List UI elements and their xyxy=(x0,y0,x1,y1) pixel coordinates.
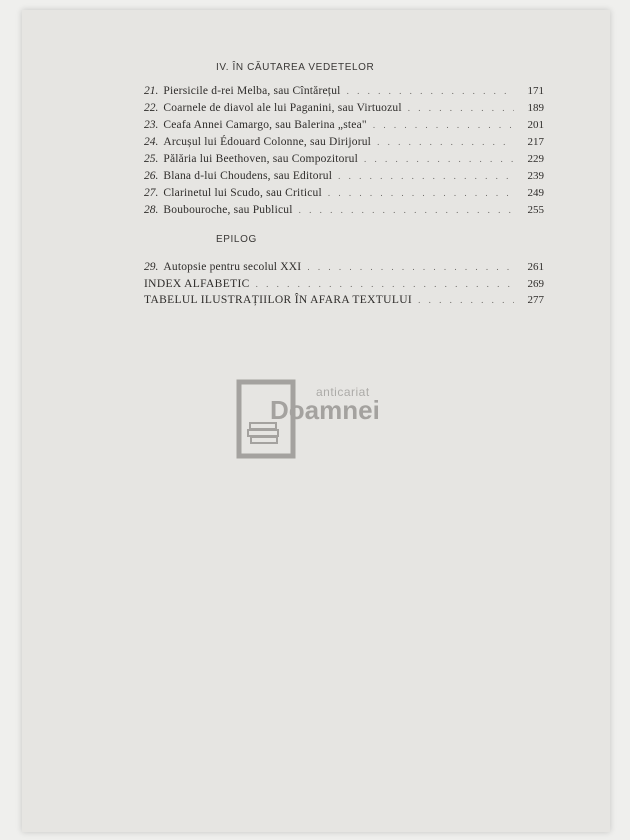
watermark-small-text: anticariat xyxy=(316,385,370,399)
entry-title: Pălăria lui Beethoven, sau Compozitorul xyxy=(163,153,359,165)
entry-page: 201 xyxy=(527,119,544,131)
dot-leader xyxy=(347,83,514,100)
toc-list xyxy=(144,83,544,219)
toc-entry-23 xyxy=(144,117,544,134)
dot-leader xyxy=(256,276,514,292)
entry-title: Boubouroche, sau Publicul xyxy=(163,204,293,216)
entry-number: 24. xyxy=(144,136,159,148)
entry-title: Coarnele de diavol ale lui Paganini, sau Virtuozul xyxy=(163,102,402,114)
entry-page: 269 xyxy=(527,278,544,290)
epilog-heading: EPILOG xyxy=(216,234,257,245)
toc-entry-24 xyxy=(144,134,544,151)
entry-title: INDEX ALFABETIC xyxy=(144,278,250,290)
entry-page: 239 xyxy=(527,170,544,182)
dot-leader xyxy=(364,151,514,168)
entry-page: 255 xyxy=(527,204,544,216)
entry-title: Blana d-lui Choudens, sau Editorul xyxy=(163,170,333,182)
entry-number: 23. xyxy=(144,119,159,131)
toc-entry-28 xyxy=(144,202,544,219)
entry-title: Autopsie pentru secolul XXI xyxy=(163,261,302,273)
entry-page: 229 xyxy=(527,153,544,165)
dot-leader xyxy=(373,117,514,134)
entry-title: Piersicile d-rei Melba, sau Cîntărețul xyxy=(163,85,341,97)
entry-title: TABELUL ILUSTRAȚIILOR ÎN AFARA TEXTULUI xyxy=(144,294,413,306)
dot-leader xyxy=(418,292,514,308)
dot-leader xyxy=(408,100,514,117)
toc-entry-25 xyxy=(144,151,544,168)
entry-number: 22. xyxy=(144,102,159,114)
dot-leader xyxy=(307,259,514,276)
entry-number: 27. xyxy=(144,187,159,199)
entry-page: 277 xyxy=(527,294,544,306)
entry-page: 189 xyxy=(527,102,544,114)
section-heading: IV. ÎN CĂUTAREA VEDETELOR xyxy=(216,62,375,73)
entry-title: Arcușul lui Édouard Colonne, sau Dirijorul xyxy=(163,136,372,148)
entry-page: 249 xyxy=(527,187,544,199)
watermark-logo xyxy=(236,379,406,459)
watermark-big-text: Doamnei xyxy=(270,395,380,425)
entry-page: 171 xyxy=(527,85,544,97)
toc-entry-27 xyxy=(144,185,544,202)
entry-title: Ceafa Annei Camargo, sau Balerina „stea" xyxy=(163,119,367,131)
dot-leader xyxy=(299,202,514,219)
entry-number: 26. xyxy=(144,170,159,182)
entry-page: 261 xyxy=(527,261,544,273)
entry-page: 217 xyxy=(527,136,544,148)
dot-leader xyxy=(377,134,514,151)
toc-entry-26 xyxy=(144,168,544,185)
entry-title: Clarinetul lui Scudo, sau Criticul xyxy=(163,187,322,199)
toc-entry-21 xyxy=(144,83,544,100)
toc-entry-index xyxy=(144,276,544,292)
entry-number: 21. xyxy=(144,85,159,97)
entry-number: 28. xyxy=(144,204,159,216)
toc-entry-22 xyxy=(144,100,544,117)
toc-entry-29 xyxy=(144,259,544,276)
entry-number: 29. xyxy=(144,261,159,273)
toc-entry-tabel xyxy=(144,292,544,308)
entry-number: 25. xyxy=(144,153,159,165)
epilog-list xyxy=(144,259,544,308)
dot-leader xyxy=(338,168,514,185)
dot-leader xyxy=(328,185,514,202)
